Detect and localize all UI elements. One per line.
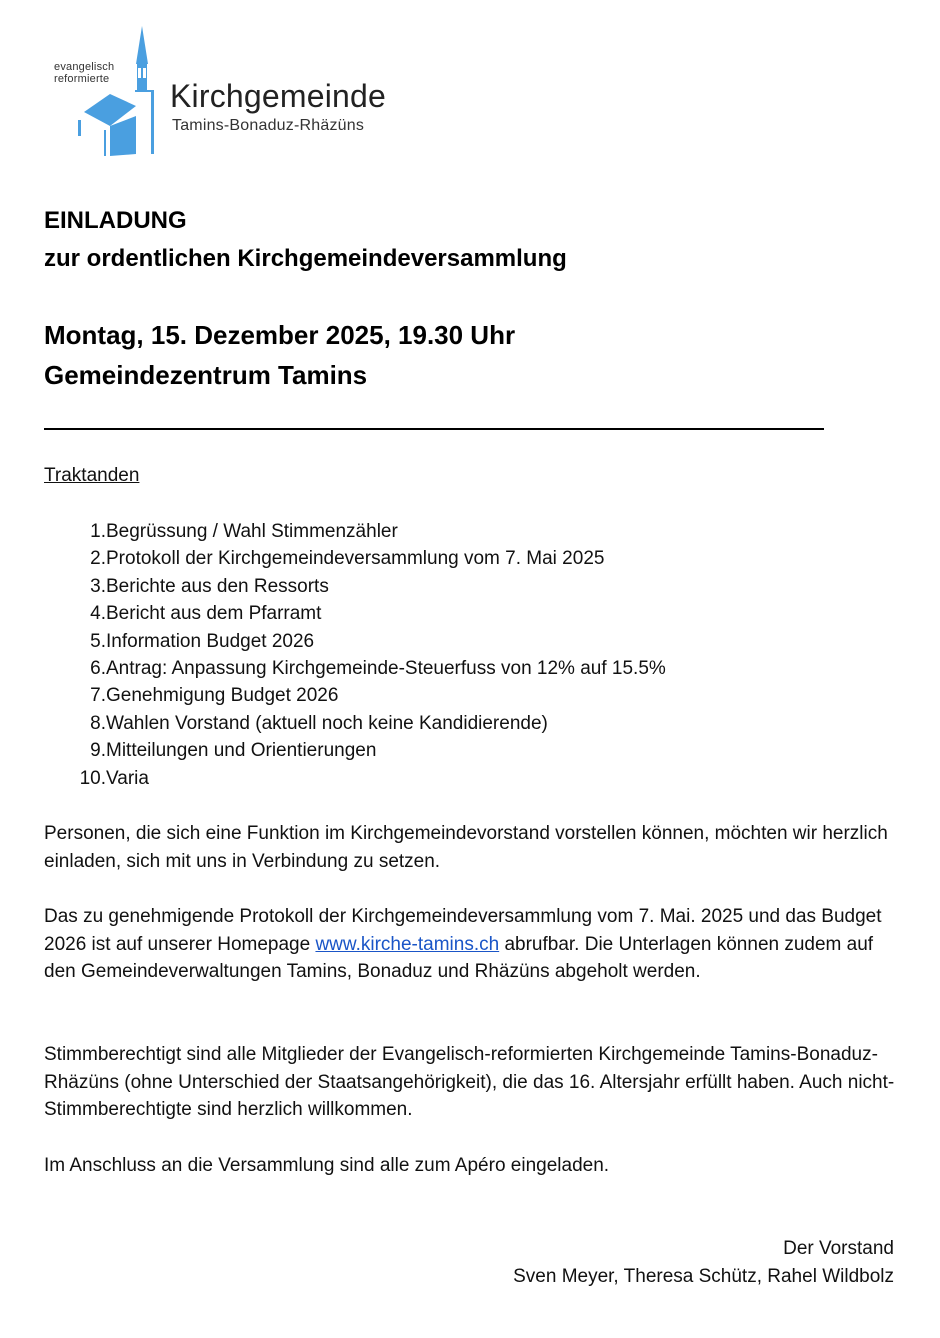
agenda-item-number: 2. (90, 548, 106, 570)
divider (44, 428, 824, 430)
paragraph-documents (44, 903, 904, 986)
homepage-link[interactable]: www.kirche-tamins.ch (315, 933, 500, 955)
page-subtitle: zur ordentlichen Kirchgemeindeversammlung (44, 245, 567, 272)
page-title: EINLADUNG (44, 207, 187, 234)
paragraph-voting-rights: Stimmberechtigt sind alle Mitglieder der Evangelisch-reformierten Kirchgemeinde Tamins-Bonaduz-Rhäzüns (ohne Unterschied der Staatsangehörigkeit), die das 16. Altersjahr erfüllt haben. Auch nicht-Stimmberechtigte sind herzlich willkommen. (44, 1044, 895, 1120)
agenda-item-text: Mitteilungen und Orientierungen (106, 740, 377, 762)
paragraph-documents-text-2: abrufbar. Die Unterlagen können zudem auf den Gemeindeverwaltungen Tamins, Bonaduz und Rhäzüns abgeholt werden. (44, 933, 874, 982)
agenda-item (44, 682, 339, 709)
agenda-item-text: Berichte aus den Ressorts (106, 575, 329, 597)
agenda-item-number: 5. (90, 630, 106, 652)
agenda-item-number: 1. (90, 521, 106, 542)
paragraph-candidates: Personen, die sich eine Funktion im Kirchgemeindevorstand vorstellen können, möchten wir herzlich einladen, sich mit uns in Verbindung zu setzen. (44, 823, 888, 872)
logo-tagline-2: reformierte (54, 73, 110, 85)
agenda-title: Traktanden (44, 465, 140, 486)
logo-name: Kirchgemeinde (170, 78, 387, 114)
agenda-item-text: Wahlen Vorstand (aktuell noch keine Kandidierende) (106, 712, 548, 734)
agenda-item-text: Antrag: Anpassung Kirchgemeinde-Steuerfuss von 12% auf 15.5% (106, 657, 666, 679)
logo-tagline-1: evangelisch (54, 61, 115, 73)
logo (48, 24, 428, 160)
agenda-item (44, 655, 666, 682)
agenda-item-text: Protokoll der Kirchgemeindeversammlung vom 7. Mai 2025 (106, 548, 605, 570)
event-date: Montag, 15. Dezember 2025, 19.30 Uhr (44, 320, 516, 350)
agenda-item (44, 737, 377, 764)
agenda-item-number: 10. (79, 767, 106, 789)
agenda-list (44, 518, 666, 792)
agenda-item-number: 4. (90, 603, 106, 625)
agenda-item-number: 3. (90, 575, 106, 597)
signature-names: Sven Meyer, Theresa Schütz, Rahel Wildbolz (513, 1266, 894, 1287)
agenda-item (44, 600, 322, 627)
agenda-item-number: 8. (90, 712, 106, 734)
church-icon (74, 24, 164, 160)
agenda-item-number: 6. (90, 657, 106, 679)
logo-place: Tamins-Bonaduz-Rhäzüns (172, 117, 365, 134)
agenda-item-text: Varia (106, 767, 149, 789)
agenda-item (44, 628, 315, 655)
agenda-item-number: 7. (90, 685, 106, 707)
paragraph-documents-text-1: Das zu genehmigende Protokoll der Kirchgemeindeversammlung vom 7. Mai. 2025 und das Budget 2026 ist auf unserer Homepage (44, 906, 882, 955)
signature-board: Der Vorstand (783, 1238, 894, 1259)
agenda-item (44, 710, 548, 737)
event-location: Gemeindezentrum Tamins (44, 360, 368, 390)
agenda-item-text: Information Budget 2026 (106, 630, 315, 652)
agenda-item (44, 765, 149, 792)
agenda-item-text: Genehmigung Budget 2026 (106, 685, 339, 707)
agenda-item (44, 545, 605, 572)
agenda-item-text: Begrüssung / Wahl Stimmenzähler (106, 521, 398, 542)
agenda-item-number: 9. (90, 740, 106, 762)
agenda-item (44, 573, 329, 600)
agenda-item (44, 518, 398, 545)
agenda-item-text: Bericht aus dem Pfarramt (106, 603, 322, 625)
paragraph-apero: Im Anschluss an die Versammlung sind alle zum Apéro eingeladen. (44, 1155, 610, 1176)
